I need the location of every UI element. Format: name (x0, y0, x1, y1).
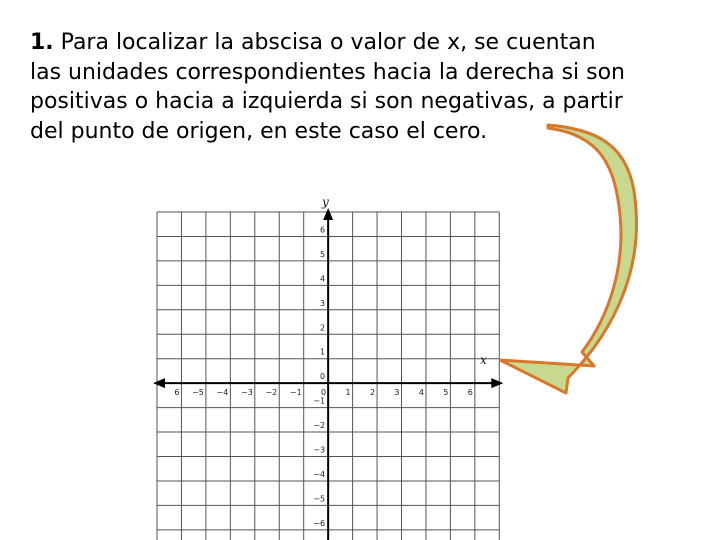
x-tick-label: 0 (321, 388, 327, 398)
instruction-line-4: del punto de origen, en este caso el cero. (30, 118, 488, 144)
x-axis-label: x (480, 353, 487, 367)
x-tick-label: 6 (467, 388, 473, 398)
x-tick-label: 4 (418, 388, 424, 398)
y-tick-label: 1 (320, 347, 326, 357)
x-tick-label: 5 (443, 388, 449, 398)
x-tick-label: −2 (265, 388, 278, 398)
y-tick-label: 5 (320, 249, 326, 259)
x-tick-label: −4 (216, 388, 229, 398)
y-tick-label: −2 (313, 421, 326, 431)
instruction-line-1: Para localizar la abscisa o valor de x, se cuentan (53, 30, 596, 55)
curved-arrow (500, 125, 636, 393)
x-axis-arrowhead-right (491, 378, 503, 388)
y-tick-label: −4 (313, 469, 326, 479)
x-axis-arrowhead-left (153, 378, 165, 388)
y-tick-label: −1 (313, 396, 326, 406)
tick-labels (174, 225, 472, 527)
y-tick-label: 3 (320, 298, 326, 308)
y-tick-label: 6 (320, 225, 326, 235)
instruction-line-3: positivas o hacia a izquierda si son negativas, a partir (30, 89, 623, 114)
y-tick-label: −6 (313, 518, 326, 528)
x-tick-label: 3 (394, 388, 400, 398)
y-tick-label: 4 (320, 274, 326, 284)
y-tick-label: −5 (313, 494, 326, 504)
y-tick-label: −3 (313, 445, 326, 455)
x-tick-label: 6 (174, 388, 180, 398)
y-tick-label: 2 (320, 323, 326, 333)
x-tick-label: −5 (192, 388, 204, 398)
x-tick-label: −3 (241, 388, 253, 398)
instruction-line-2: las unidades correspondientes hacia la derecha si son (30, 59, 625, 85)
y-axis-label: y (322, 195, 329, 209)
x-tick-label: 1 (345, 388, 351, 398)
item-number: 1. (30, 30, 54, 55)
y-tick-label: 0 (320, 372, 326, 382)
x-tick-label: −1 (289, 388, 302, 398)
x-tick-label: 2 (369, 388, 376, 398)
y-axis-arrowhead-top (323, 208, 333, 220)
